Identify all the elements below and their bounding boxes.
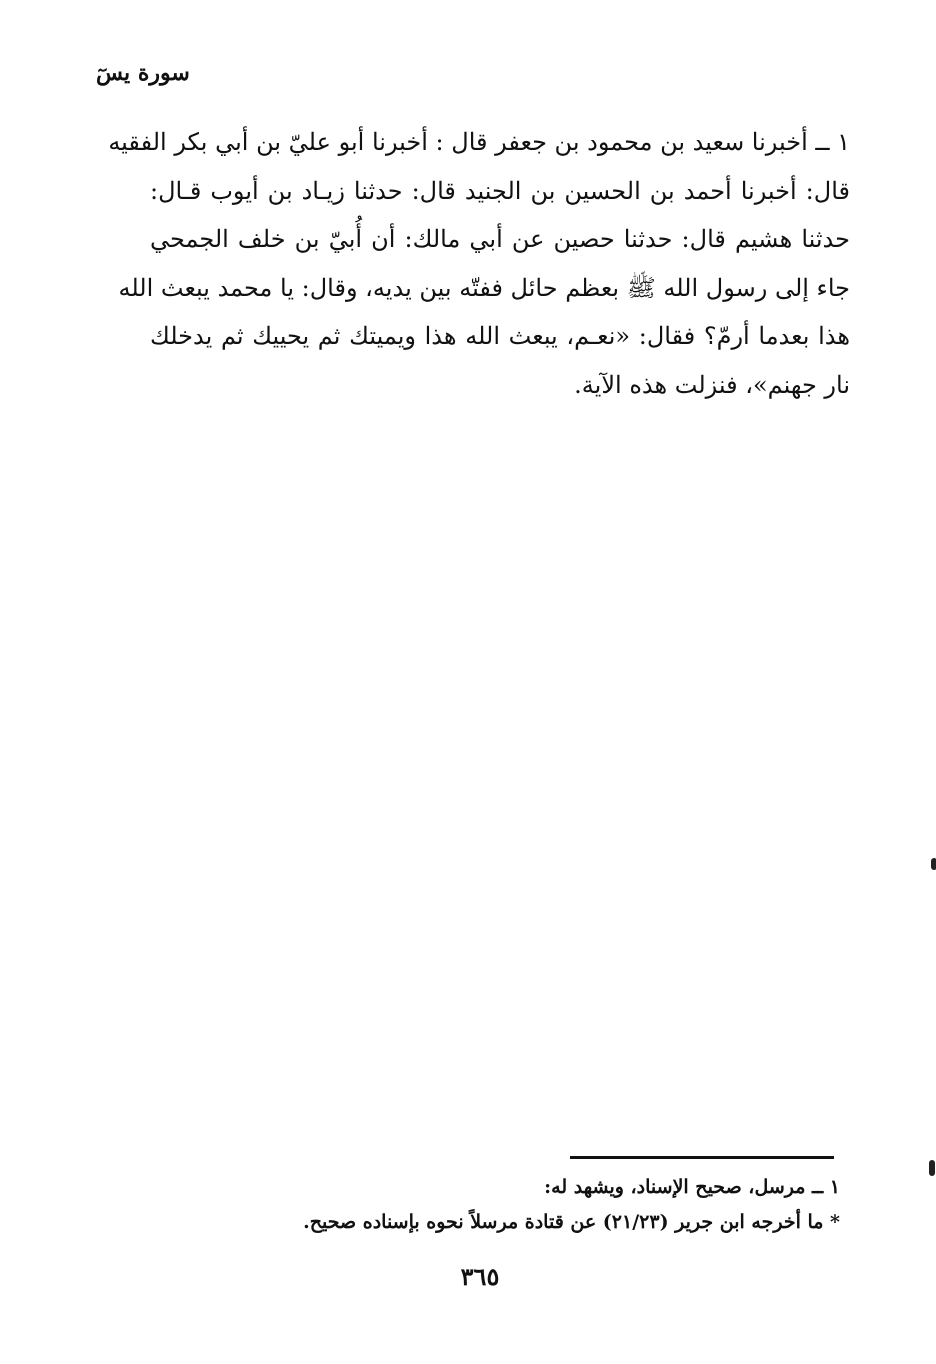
text-line: نار جهنم»، فنزلت هذه الآية.	[574, 370, 850, 399]
text-line: حدثنا هشيم قال: حدثنا حصين عن أبي مالك: أن أُبيّ بن خلف الجمحي	[150, 225, 850, 253]
running-head: سورة يسٓ	[96, 60, 190, 86]
footnote-line: ١ ــ مرسل، صحيح الإسناد، ويشهد له:	[544, 1176, 840, 1198]
page-number: ٣٦٥	[460, 1262, 500, 1291]
scan-mark	[929, 1160, 935, 1176]
text-line: هذا بعدما أرمّ؟ فقال: «نعـم، يبعث الله هذا ويميتك ثم يحييك ثم يدخلك	[150, 322, 850, 350]
main-text	[108, 118, 850, 409]
scan-mark	[931, 858, 936, 870]
footnote-line: * ما أخرجه ابن جرير (٢١/٢٣) عن قتادة مرسلاً نحوه بإسناده صحيح.	[303, 1211, 840, 1233]
text-line: جاء إلى رسول الله ﷺ بعظم حائل ففتّه بين يديه، وقال: يا محمد يبعث الله	[118, 273, 850, 302]
footnote-divider	[570, 1156, 834, 1159]
text-line: ١ ــ أخبرنا سعيد بن محمود بن جعفر قال : أخبرنا أبو عليّ بن أبي بكر الفقيه	[108, 128, 850, 156]
footnotes	[220, 1170, 840, 1240]
text-line: قال: أخبرنا أحمد بن الحسين بن الجنيد قال: حدثنا زيـاد بن أيوب قـال:	[150, 176, 850, 205]
